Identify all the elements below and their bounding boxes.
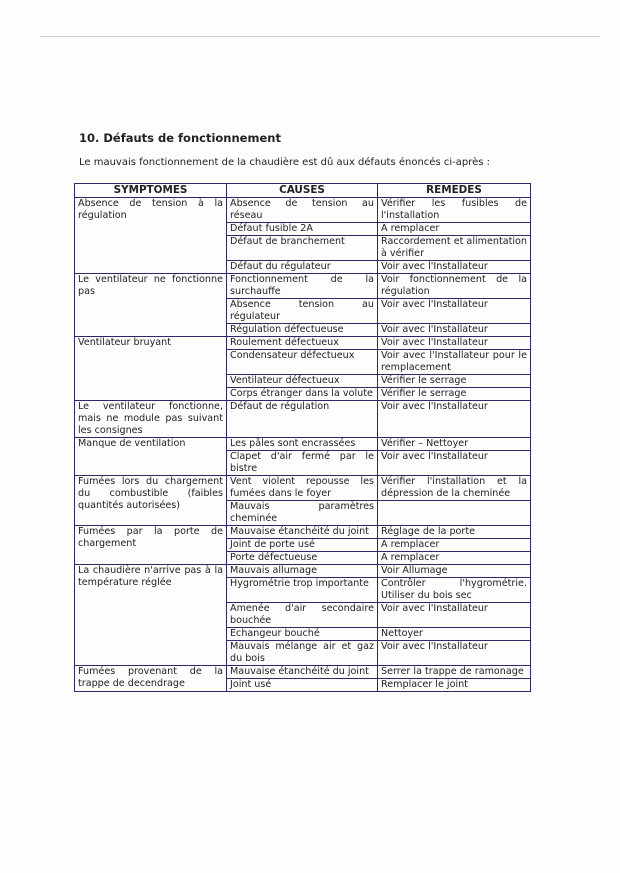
symptom-cell: Ventilateur bruyant (75, 337, 227, 401)
cause-cell: Clapet d'air fermé par le bistre (227, 451, 378, 476)
remedy-cell: A remplacer (378, 539, 531, 552)
table-row (75, 666, 531, 679)
remedy-cell: Voir avec l'Installateur (378, 299, 531, 324)
cause-cell: Hygrométrie trop importante (227, 578, 378, 603)
remedy-cell: Serrer la trappe de ramonage (378, 666, 531, 679)
cause-cell: Porte défectueuse (227, 552, 378, 565)
remedy-cell: Voir avec l'Installateur pour le remplacement (378, 350, 531, 375)
cause-cell: Condensateur défectueux (227, 350, 378, 375)
cause-cell: Fonctionnement de la surchauffe (227, 274, 378, 299)
remedy-cell: Voir avec l'Installateur (378, 324, 531, 337)
table-row (75, 274, 531, 299)
remedy-cell: A remplacer (378, 552, 531, 565)
symptom-cell: Fumées lors du chargement du combustible (faibles quantités autorisées) (75, 476, 227, 526)
cause-cell: Roulement défectueux (227, 337, 378, 350)
remedy-cell: Vérifier le serrage (378, 388, 531, 401)
table-row (75, 565, 531, 578)
remedy-cell: A remplacer (378, 223, 531, 236)
symptom-cell: Le ventilateur ne fonctionne pas (75, 274, 227, 337)
remedy-cell: Voir avec l'Installateur (378, 401, 531, 438)
table-row (75, 438, 531, 451)
remedy-cell: Raccordement et alimentation à vérifier (378, 236, 531, 261)
cause-cell: Défaut de branchement (227, 236, 378, 261)
remedy-cell: Vérifier le serrage (378, 375, 531, 388)
remedy-cell: Vérifier l'installation et la dépression de la cheminée (378, 476, 531, 501)
table-row (75, 476, 531, 501)
cause-cell: Mauvais mélange air et gaz du bois (227, 641, 378, 666)
remedy-cell: Voir avec l'Installateur (378, 603, 531, 628)
remedy-cell: Réglage de la porte (378, 526, 531, 539)
cause-cell: Mauvais allumage (227, 565, 378, 578)
cause-cell: Mauvaise étanchéité du joint (227, 526, 378, 539)
remedy-cell: Vérifier les fusibles de l'installation (378, 198, 531, 223)
remedy-cell: Voir avec l'Installateur (378, 261, 531, 274)
cause-cell: Absence tension au régulateur (227, 299, 378, 324)
cause-cell: Défaut fusible 2A (227, 223, 378, 236)
header-remedes: REMEDES (378, 184, 531, 198)
cause-cell: Vent violent repousse les fumées dans le foyer (227, 476, 378, 501)
remedy-cell: Voir avec l'Installateur (378, 337, 531, 350)
cause-cell: Amenée d'air secondaire bouchée (227, 603, 378, 628)
cause-cell: Défaut de régulation (227, 401, 378, 438)
intro-text: Le mauvais fonctionnement de la chaudière est dû aux défauts énoncés ci-après : (79, 157, 490, 168)
cause-cell: Echangeur bouché (227, 628, 378, 641)
header-row (75, 184, 531, 198)
remedy-cell: Contrôler l'hygrométrie. Utiliser du bois sec (378, 578, 531, 603)
header-causes: CAUSES (227, 184, 378, 198)
table-row (75, 401, 531, 438)
cause-cell: Mauvaise étanchéité du joint (227, 666, 378, 679)
cause-cell: Défaut du régulateur (227, 261, 378, 274)
table-row (75, 526, 531, 539)
symptom-cell: Le ventilateur fonctionne, mais ne module pas suivant les consignes (75, 401, 227, 438)
remedy-cell: Voir fonctionnement de la régulation (378, 274, 531, 299)
symptom-cell: La chaudière n'arrive pas à la température réglée (75, 565, 227, 666)
cause-cell: Joint usé (227, 679, 378, 692)
section-title: 10. Défauts de fonctionnement (79, 131, 281, 145)
cause-cell: Corps étranger dans la volute (227, 388, 378, 401)
cause-cell: Mauvais paramètres cheminée (227, 501, 378, 526)
remedy-cell (378, 501, 531, 526)
remedy-cell: Nettoyer (378, 628, 531, 641)
cause-cell: Ventilateur défectueux (227, 375, 378, 388)
remedy-cell: Remplacer le joint (378, 679, 531, 692)
table-row (75, 337, 531, 350)
cause-cell: Absence de tension au réseau (227, 198, 378, 223)
troubleshooting-table (74, 183, 531, 692)
symptom-cell: Fumées provenant de la trappe de decendrage (75, 666, 227, 692)
symptom-cell: Fumées par la porte de chargement (75, 526, 227, 565)
remedy-cell: Voir avec l'Installateur (378, 451, 531, 476)
symptom-cell: Absence de tension à la régulation (75, 198, 227, 274)
remedy-cell: Vérifier – Nettoyer (378, 438, 531, 451)
symptom-cell: Manque de ventilation (75, 438, 227, 476)
remedy-cell: Voir avec l'Installateur (378, 641, 531, 666)
header-symptomes: SYMPTOMES (75, 184, 227, 198)
cause-cell: Joint de porte usé (227, 539, 378, 552)
page-edge-line (40, 36, 600, 37)
table-row (75, 198, 531, 223)
table-body (75, 198, 531, 692)
cause-cell: Les pâles sont encrassées (227, 438, 378, 451)
cause-cell: Régulation défectueuse (227, 324, 378, 337)
remedy-cell: Voir Allumage (378, 565, 531, 578)
